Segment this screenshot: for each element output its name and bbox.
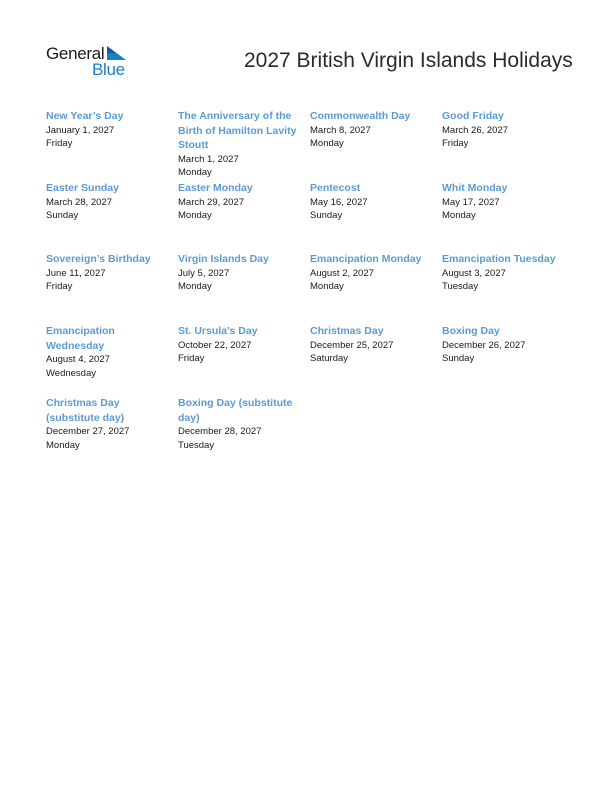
holiday-date: May 17, 2027 (442, 196, 500, 208)
brand-logo (46, 44, 136, 80)
holiday-weekday: Sunday (310, 210, 343, 221)
holiday-item (46, 109, 178, 181)
holiday-name: Christmas Day (substitute day) (46, 397, 125, 424)
holiday-weekday: Monday (310, 138, 344, 149)
holiday-weekday: Tuesday (442, 281, 479, 292)
holiday-name: Easter Sunday (46, 182, 119, 194)
holiday-weekday: Monday (178, 281, 212, 292)
holiday-weekday: Saturday (310, 353, 349, 364)
holiday-item (178, 181, 310, 252)
holiday-weekday: Monday (310, 281, 344, 292)
holiday-date: August 3, 2027 (442, 267, 506, 279)
holiday-date: May 16, 2027 (310, 196, 368, 208)
holiday-weekday: Sunday (46, 210, 79, 221)
holiday-date: March 1, 2027 (178, 153, 239, 165)
holiday-weekday: Tuesday (178, 439, 215, 451)
holiday-name: Pentecost (310, 182, 361, 194)
holiday-item (178, 109, 310, 181)
holiday-date: December 27, 2027 (46, 426, 130, 437)
holiday-item (46, 324, 178, 396)
holiday-item (178, 396, 310, 456)
holiday-weekday: Monday (178, 210, 212, 221)
holiday-weekday: Monday (442, 210, 476, 221)
holiday-item (310, 324, 442, 396)
brand-word-blue: Blue (92, 60, 125, 79)
holiday-item (442, 252, 574, 324)
holiday-name: Easter Monday (178, 182, 253, 194)
holiday-date: March 26, 2027 (442, 124, 509, 136)
holiday-name: Boxing Day (442, 325, 500, 337)
holiday-date: December 28, 2027 (178, 426, 262, 437)
holiday-item (310, 109, 442, 181)
holiday-date: June 11, 2027 (46, 267, 106, 279)
holiday-item (442, 181, 574, 252)
holiday-name: Sovereign’s Birthday (46, 253, 151, 265)
holiday-date: December 25, 2027 (310, 339, 394, 351)
holiday-name: Good Friday (442, 110, 504, 122)
holiday-date: March 8, 2027 (310, 124, 371, 136)
holiday-name: New Year’s Day (46, 110, 124, 122)
holiday-name: St. Ursula’s Day (178, 325, 258, 337)
holiday-item (46, 396, 178, 456)
holiday-item (310, 252, 442, 324)
holiday-weekday: Sunday (442, 353, 475, 364)
holiday-weekday: Monday (178, 167, 212, 178)
holiday-date: January 1, 2027 (46, 124, 115, 136)
holiday-date: August 2, 2027 (310, 267, 374, 279)
holiday-date: March 29, 2027 (178, 196, 245, 208)
holiday-weekday: Friday (442, 138, 469, 149)
page-title: 2027 British Virgin Islands Holidays (244, 49, 573, 72)
holiday-grid (46, 109, 586, 456)
holiday-name: Whit Monday (442, 182, 508, 194)
holiday-item (46, 181, 178, 252)
holiday-weekday: Friday (46, 281, 73, 292)
holiday-name: Emancipation Tuesday (442, 253, 556, 265)
holiday-item (442, 109, 574, 181)
holiday-date: August 4, 2027 (46, 354, 110, 365)
holiday-item (442, 324, 574, 396)
brand-word-general: General (46, 44, 105, 63)
holiday-weekday: Monday (46, 439, 80, 451)
holiday-name: Virgin Islands Day (178, 253, 269, 265)
holiday-name: Commonwealth Day (310, 110, 411, 122)
holiday-weekday: Friday (178, 353, 205, 364)
holiday-date: March 28, 2027 (46, 196, 113, 208)
holiday-name: Christmas Day (310, 325, 384, 337)
holiday-item (178, 252, 310, 324)
holiday-name: Boxing Day (substitute day) (178, 397, 293, 424)
holiday-item (310, 181, 442, 252)
holiday-date: October 22, 2027 (178, 339, 252, 351)
holiday-weekday: Friday (46, 138, 73, 149)
holiday-date: December 26, 2027 (442, 339, 526, 351)
holiday-item (46, 252, 178, 324)
holiday-date: July 5, 2027 (178, 267, 230, 279)
holiday-weekday: Wednesday (46, 367, 96, 379)
holiday-name: The Anniversary of the Birth of Hamilton Lavity Stoutt (178, 110, 297, 151)
holiday-name: Emancipation Wednesday (46, 325, 115, 352)
holiday-item (178, 324, 310, 396)
holiday-name: Emancipation Monday (310, 253, 422, 265)
